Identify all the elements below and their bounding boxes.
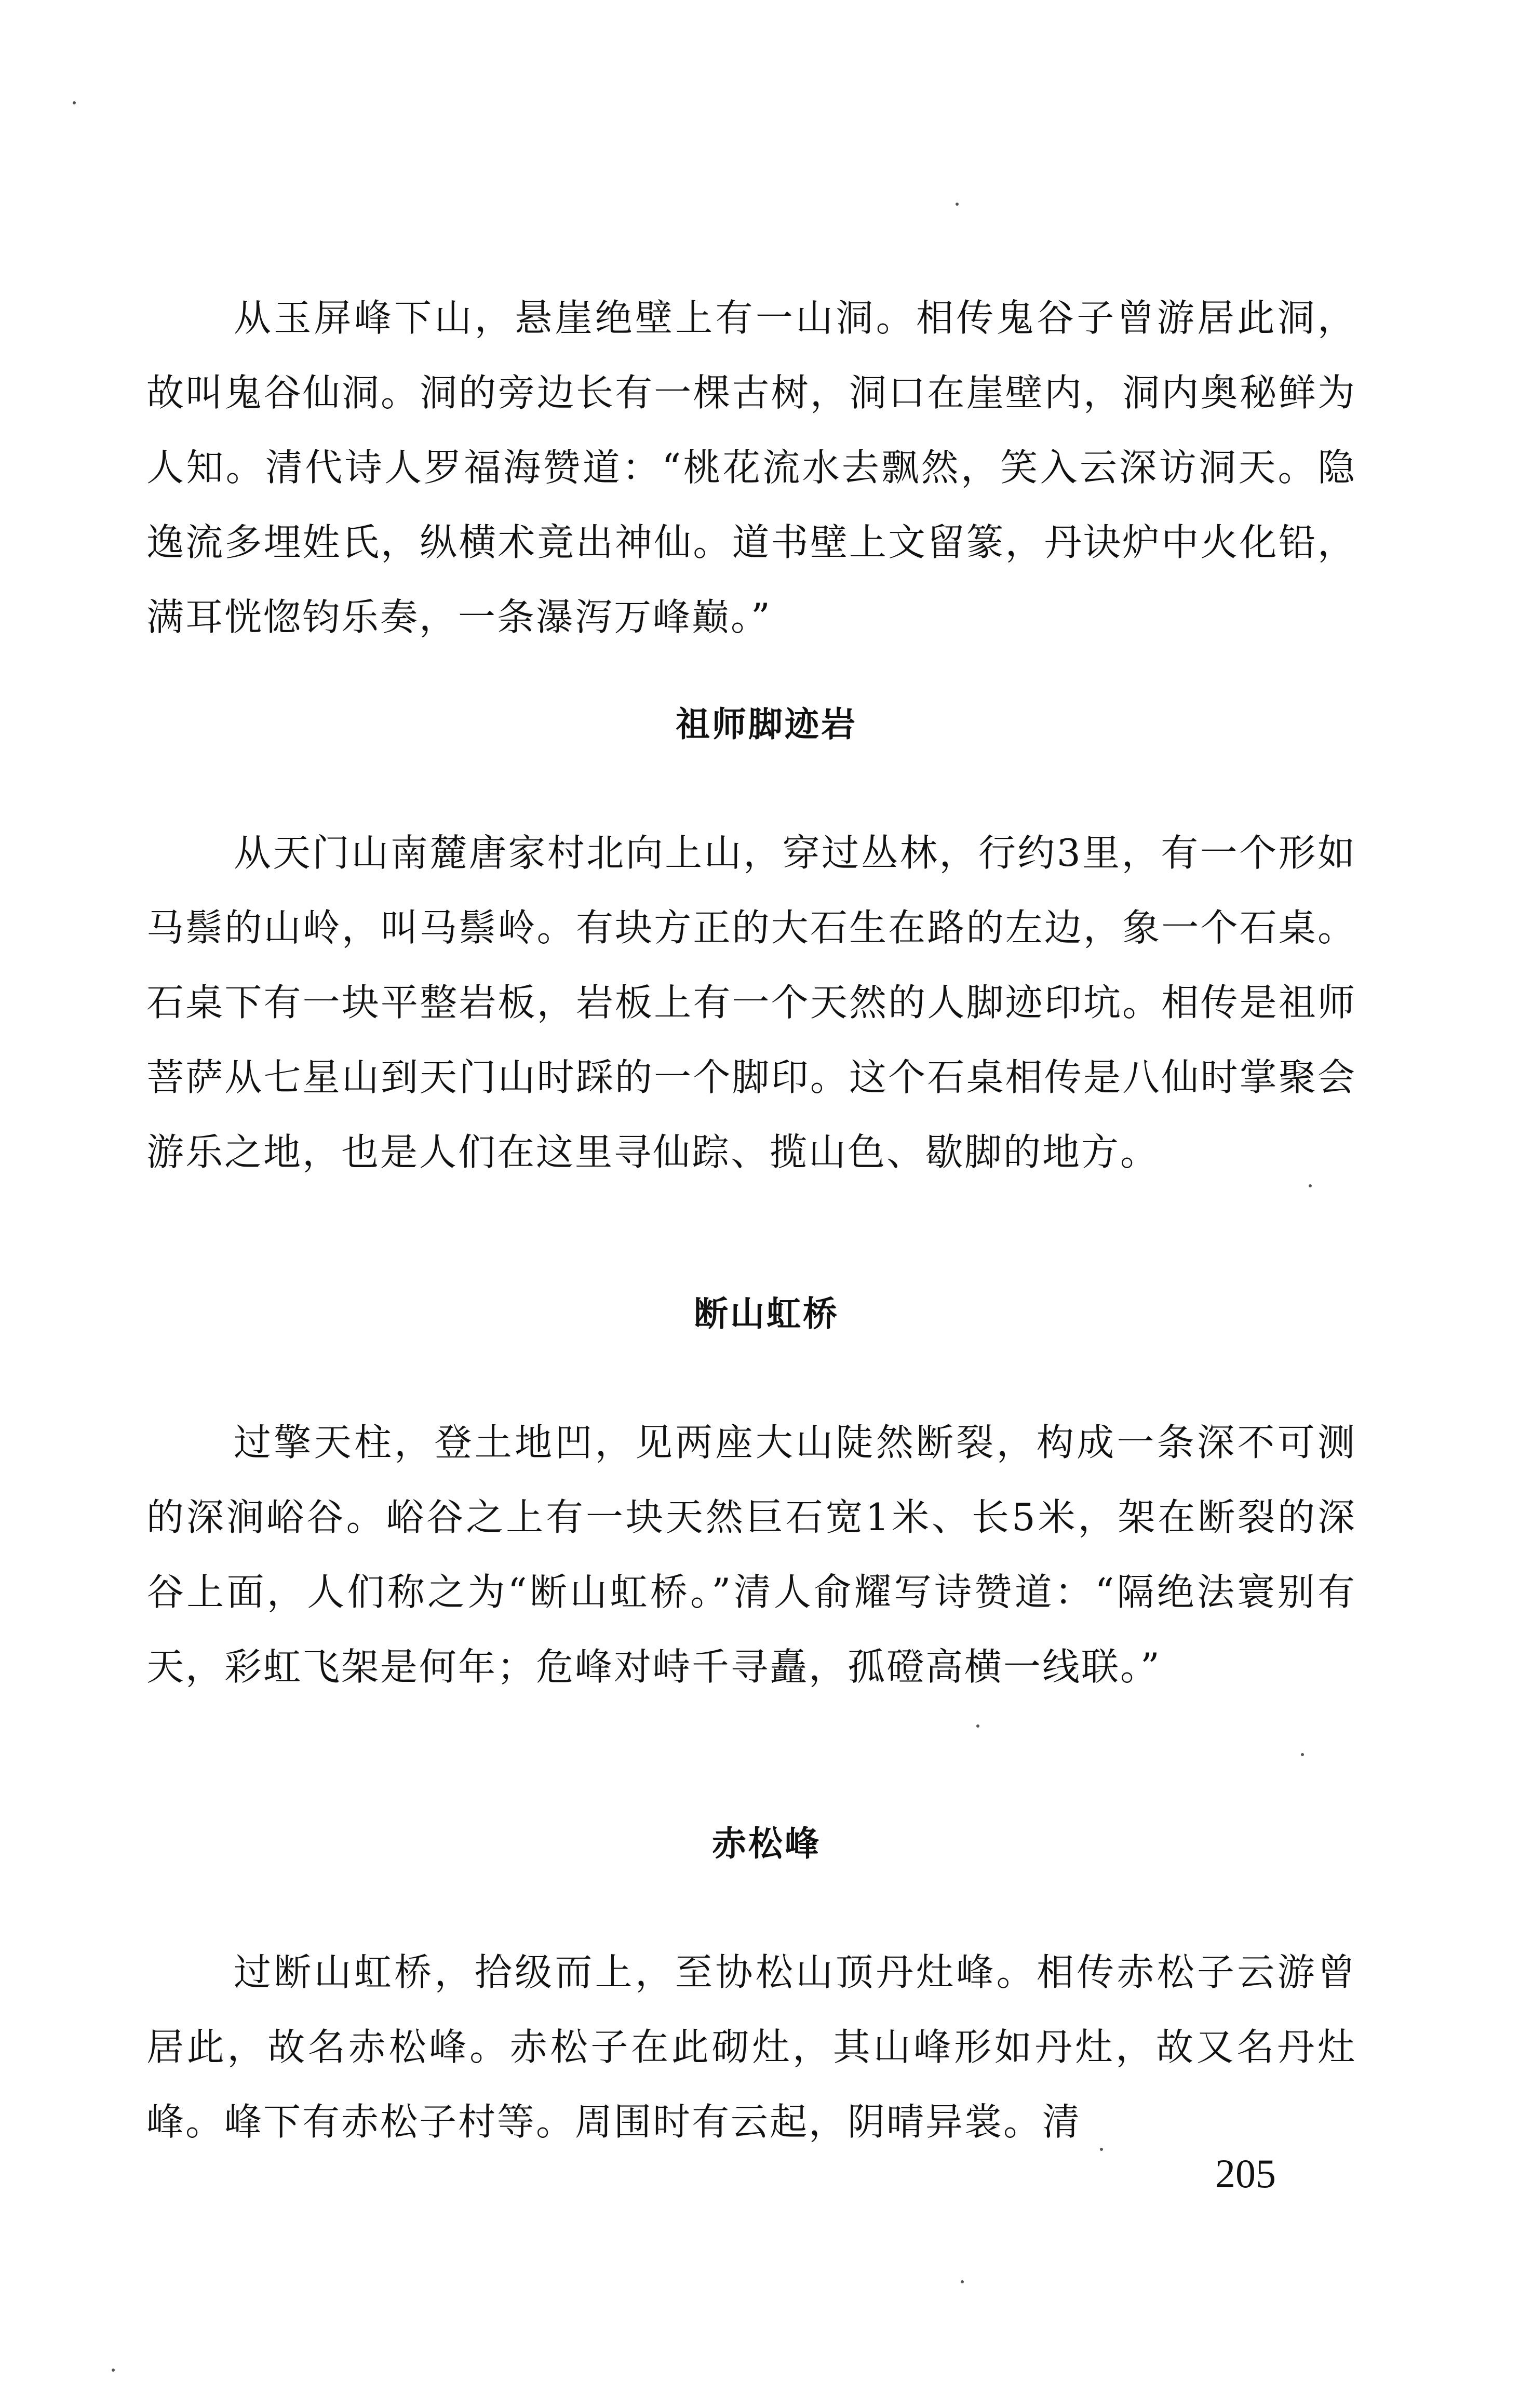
section-heading-chisong-peak: 赤松峰 [712,1824,821,1864]
section-heading-broken-mountain-rainbow-bridge: 断山虹桥 [694,1294,839,1334]
section-heading-zushi-footprint-rock: 祖师脚迹岩 [676,704,857,744]
scan-speck [961,2280,964,2283]
scan-speck [73,101,76,104]
paragraph-zushi-footprint-rock: 从天门山南麓唐家村北向上山，穿过丛林，行约3里，有一个形如马鬃的山岭，叫马鬃岭。有块方正的大石生在路的左边，象一个石桌。石桌下有一块平整岩板，岩板上有一个天然的人脚迹印坑。相传是祖师菩萨从七星山到天门山时踩的一个脚印。这个石桌相传是八仙时掌聚会游乐之地，也是人们在这里寻仙踪、揽山色、歇脚的地方。 [146,831,1356,1174]
page-number: 205 [1215,2151,1276,2196]
scan-speck [976,1724,979,1728]
scan-speck [1100,2148,1103,2151]
paragraph-chisong-peak: 过断山虹桥，拾级而上，至协松山顶丹灶峰。相传赤松子云游曾居此，故名赤松峰。赤松子在此砌灶，其山峰形如丹灶，故又名丹灶峰。峰下有赤松子村等。周围时有云起，阴晴异裳。清 [146,1950,1356,2144]
paragraph-guigu-cave: 从玉屏峰下山，悬崖绝壁上有一山洞。相传鬼谷子曾游居此洞，故叫鬼谷仙洞。洞的旁边长有一棵古树，洞口在崖壁内，洞内奥秘鲜为人知。清代诗人罗福海赞道：“桃花流水去飘然，笑入云深访洞天。隐逸流多埋姓氏，纵横术竟出神仙。道书壁上文留篆，丹诀炉中火化铅，满耳恍惚钧乐奏，一条瀑泻万峰巅。” [146,296,1356,639]
scan-speck [1309,1184,1312,1187]
scan-speck [112,2369,115,2372]
paragraph-broken-mountain-rainbow-bridge: 过擎天柱，登土地凹，见两座大山陡然断裂，构成一条深不可测的深涧峪谷。峪谷之上有一块天然巨石宽1米、长5米，架在断裂的深谷上面，人们称之为“断山虹桥。”清人俞耀写诗赞道：“隔绝法寰别有天，彩虹飞架是何年；危峰对峙千寻矗，孤磴高横一线联。” [146,1421,1356,1689]
scan-speck [956,203,959,206]
scan-speck [1301,1753,1304,1756]
